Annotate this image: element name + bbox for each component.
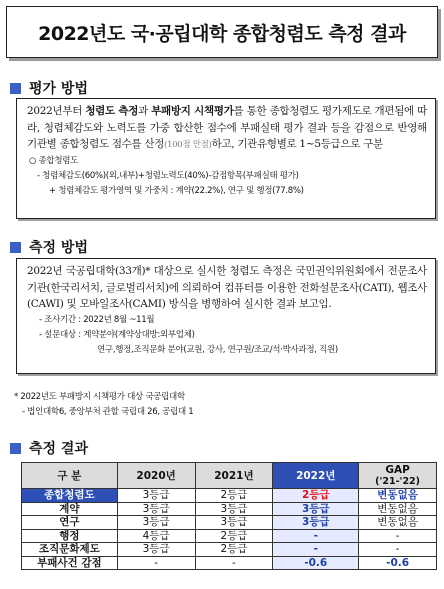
section-square-icon — [10, 443, 21, 454]
results-table — [21, 462, 437, 570]
cell-2021: 2등급 — [195, 489, 273, 503]
cell-gap: 변동없음 — [359, 502, 437, 516]
section-heading-text: 측정 결과 — [29, 441, 88, 457]
cell-gap: 변동없음 — [359, 489, 437, 503]
section-heading-evaluation-method — [10, 78, 88, 98]
survey-period-line — [39, 313, 427, 328]
table-row — [22, 556, 437, 570]
survey-period-value: 2022년 8월 ~11월 — [83, 314, 155, 325]
text-span: 하고, 기관유형별로 1~5등급으로 구분 — [211, 138, 383, 150]
table-row — [22, 502, 437, 516]
row-label: 부패사건 감점 — [22, 556, 118, 570]
measurement-method-paragraph: 2022년 국공립대학(33개)* 대상으로 실시한 청렴도 측정은 국민권익위원회에서 전문조사기관(한국리서치, 글로벌리서치)에 의뢰하여 컴퓨터를 이용한 전화설문조사(CATI), 웹조사(CAWI) 및 모바일조사(CAMI) 방식을 병행하여 실시한 결과 보고임. — [27, 265, 427, 310]
section-heading-text: 평가 방법 — [29, 81, 88, 97]
cell-2020: 3등급 — [117, 502, 195, 516]
row-label: 계약 — [22, 502, 118, 516]
row-label: 조직문화제도 — [22, 543, 118, 557]
header-gap — [359, 463, 437, 489]
text-span: 과 — [138, 105, 152, 117]
survey-period-label: - 조사기간 : — [39, 314, 84, 325]
cell-2021: 2등급 — [195, 543, 273, 557]
header-2022: 2022년 — [273, 463, 359, 489]
measurement-method-box — [16, 258, 436, 374]
cell-2022: 3등급 — [273, 502, 359, 516]
cell-2022: - — [273, 529, 359, 543]
cell-2021: 2등급 — [195, 529, 273, 543]
bold-text: 부패방지 시책평가 — [151, 105, 234, 117]
footnote-line-1: * 2022년도 부패방지 시책평가 대상 국공립대학 — [14, 392, 185, 402]
dash-line: - 청렴체감도(60%)(외,내부)+청렴노력도(40%)-감점항목(부패실태 평가) — [37, 170, 299, 181]
cell-2020: 3등급 — [117, 516, 195, 530]
survey-target-value: 계약분야(계약상대방:외부업체) — [83, 329, 195, 340]
cell-2022: 3등급 — [273, 516, 359, 530]
cell-2021: - — [195, 556, 273, 570]
evaluation-method-box — [16, 98, 436, 219]
cell-2022: -0.6 — [273, 556, 359, 570]
small-note: (100점 만점) — [164, 140, 212, 150]
header-gap-sub: ('21-'22) — [375, 476, 421, 487]
footnote-line-2: - 법인대학6, 중앙부처 관할 국립대 26, 공립대 1 — [22, 407, 194, 417]
section-square-icon — [10, 83, 21, 94]
section-heading-measurement-method — [10, 237, 88, 257]
row-label: 연구 — [22, 516, 118, 530]
row-label: 종합청렴도 — [22, 489, 118, 503]
cell-gap: - — [359, 529, 437, 543]
header-category: 구 분 — [22, 463, 118, 489]
cell-2021: 3등급 — [195, 502, 273, 516]
cell-2022: - — [273, 543, 359, 557]
table-row — [22, 543, 437, 557]
page-title-text: 2022년도 국·공립대학 종합청렴도 측정 결과 — [38, 22, 406, 45]
cell-2020: 3등급 — [117, 489, 195, 503]
section-heading-text: 측정 방법 — [29, 240, 88, 256]
row-label: 행정 — [22, 529, 118, 543]
section-square-icon — [10, 242, 21, 253]
section-heading-results — [10, 438, 88, 458]
cell-2020: 4등급 — [117, 529, 195, 543]
cell-2020: - — [117, 556, 195, 570]
results-header-row — [22, 463, 437, 489]
header-2020: 2020년 — [117, 463, 195, 489]
survey-target-label: - 설문대상 : — [39, 329, 84, 340]
cell-gap: 변동없음 — [359, 516, 437, 530]
text-span: 를 통한 종합청렴도 평가제도로 개편됨에 따라, 청렴체감도와 노력도를 가중 합산한 점수에 부패실태 평가 결과 등을 감점으로 반영해 기관별 종합청렴도 점수를 산정 — [27, 105, 427, 150]
header-2021: 2021년 — [195, 463, 273, 489]
cell-gap: - — [359, 543, 437, 557]
footnote — [14, 390, 193, 420]
cell-2021: 3등급 — [195, 516, 273, 530]
evaluation-method-paragraph — [27, 103, 427, 154]
survey-target-line — [39, 328, 427, 343]
cell-2022: 2등급 — [273, 489, 359, 503]
table-row — [22, 516, 437, 530]
table-row — [22, 529, 437, 543]
header-gap-title: GAP — [385, 464, 410, 476]
survey-target-line-2: 연구,행정,조직문화 분야(교원, 강사, 연구원/조교/석·박사과정, 직원) — [97, 344, 338, 355]
text-span: 2022년부터 — [27, 105, 86, 117]
table-row — [22, 489, 437, 503]
cell-gap: -0.6 — [359, 556, 437, 570]
plus-line: + 청렴체감도 평가영역 및 가중치 : 계약(22.2%), 연구 및 행정(77.8%) — [49, 185, 304, 196]
bold-text: 청렴도 측정 — [85, 105, 139, 117]
page-title — [6, 6, 438, 58]
bullet-line: ○ 종합청렴도 — [29, 155, 79, 166]
cell-2020: 3등급 — [117, 543, 195, 557]
